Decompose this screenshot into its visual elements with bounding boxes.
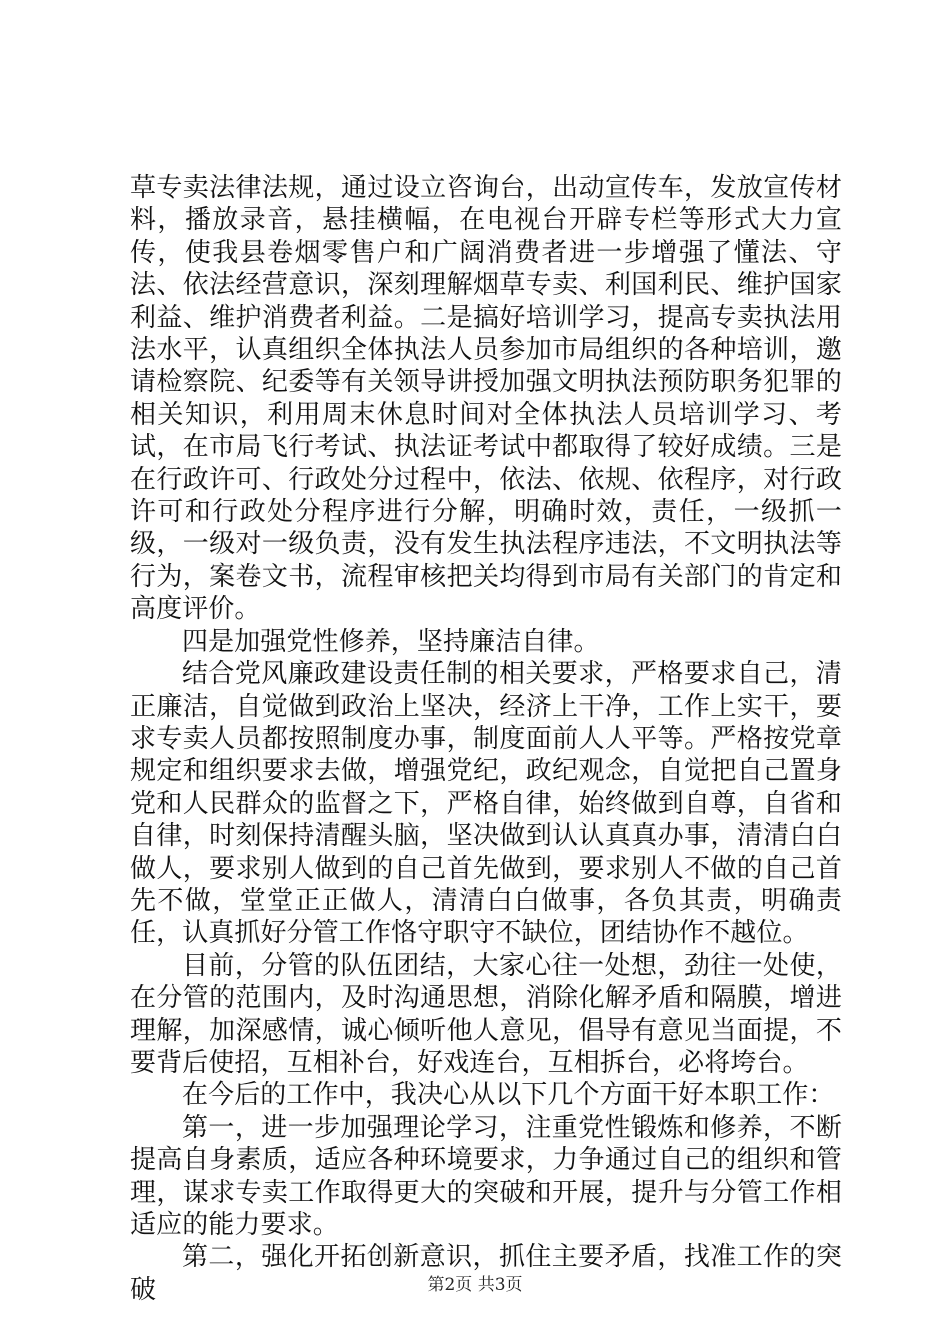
paragraph-publicity-training: 草专卖法律法规，通过设立咨询台，出动宣传车，发放宣传材料，播放录音，悬挂横幅，在电视台开辟专栏等形式大力宣传，使我县卷烟零售户和广阔消费者进一步增强了懂法、守法、依法经营意识，深刻理解烟草专卖、利国利民、维护国家利益、维护消费者利益。二是搞好培训学习，提高专卖执法用法水平，认真组织全体执法人员参加市局组织的各种培训，邀请检察院、纪委等有关领导讲授加强文明执法预防职务犯罪的相关知识，利用周末休息时间对全体执法人员培训学习、考试，在市局飞行考试、执法证考试中都取得了较好成绩。三是在行政许可、行政处分过程中，依法、依规、依程序，对行政许可和行政处分程序进行分解，明确时效，责任，一级抓一级，一级对一级负责，没有发生执法程序违法，不文明执法等行为，案卷文书，流程审核把关均得到市局有关部门的肯定和高度评价。 bbox=[130, 173, 842, 625]
paragraph-heading-party-discipline: 四是加强党性修养，坚持廉洁自律。 bbox=[182, 626, 600, 657]
document-body bbox=[130, 172, 842, 1306]
paragraph-future-work-intro: 在今后的工作中，我决心从以下几个方面干好本职工作： bbox=[182, 1080, 835, 1111]
paragraph-point-two: 第二，强化开拓创新意识，抓住主要矛盾，找准工作的突破 bbox=[130, 1242, 842, 1305]
page-number: 第2页 共3页 bbox=[427, 1275, 523, 1295]
paragraph-integrity: 结合党风廉政建设责任制的相关要求，严格要求自己，清正廉洁，自觉做到政治上坚决，经济上干净，工作上实干，要求专卖人员都按照制度办事，制度面前人人平等。严格按党章规定和组织要求去做，增强党纪，政纪观念，自觉把自己置身党和人民群众的监督之下，严格自律，始终做到自尊，自省和自律，时刻保持清醒头脑，坚决做到认认真真办事，清清白白做人，要求别人做到的自己首先做到，要求别人不做的自己首先不做，堂堂正正做人，清清白白做事，各负其责，明确责任，认真抓好分管工作恪守职守不缺位，团结协作不越位。 bbox=[130, 659, 842, 949]
page-footer bbox=[0, 1270, 950, 1295]
paragraph-point-one: 第一，进一步加强理论学习，注重党性锻炼和修养，不断提高自身素质，适应各种环境要求，力争通过自己的组织和管理，谋求专卖工作取得更大的突破和开展，提升与分管工作相适应的能力要求。 bbox=[130, 1112, 842, 1240]
paragraph-team-unity: 目前，分管的队伍团结，大家心往一处想，劲往一处使，在分管的范围内，及时沟通思想，消除化解矛盾和隔膜，增进理解，加深感情，诚心倾听他人意见，倡导有意见当面提，不要背后使招，互相补台，好戏连台，互相拆台，必将垮台。 bbox=[130, 950, 842, 1078]
